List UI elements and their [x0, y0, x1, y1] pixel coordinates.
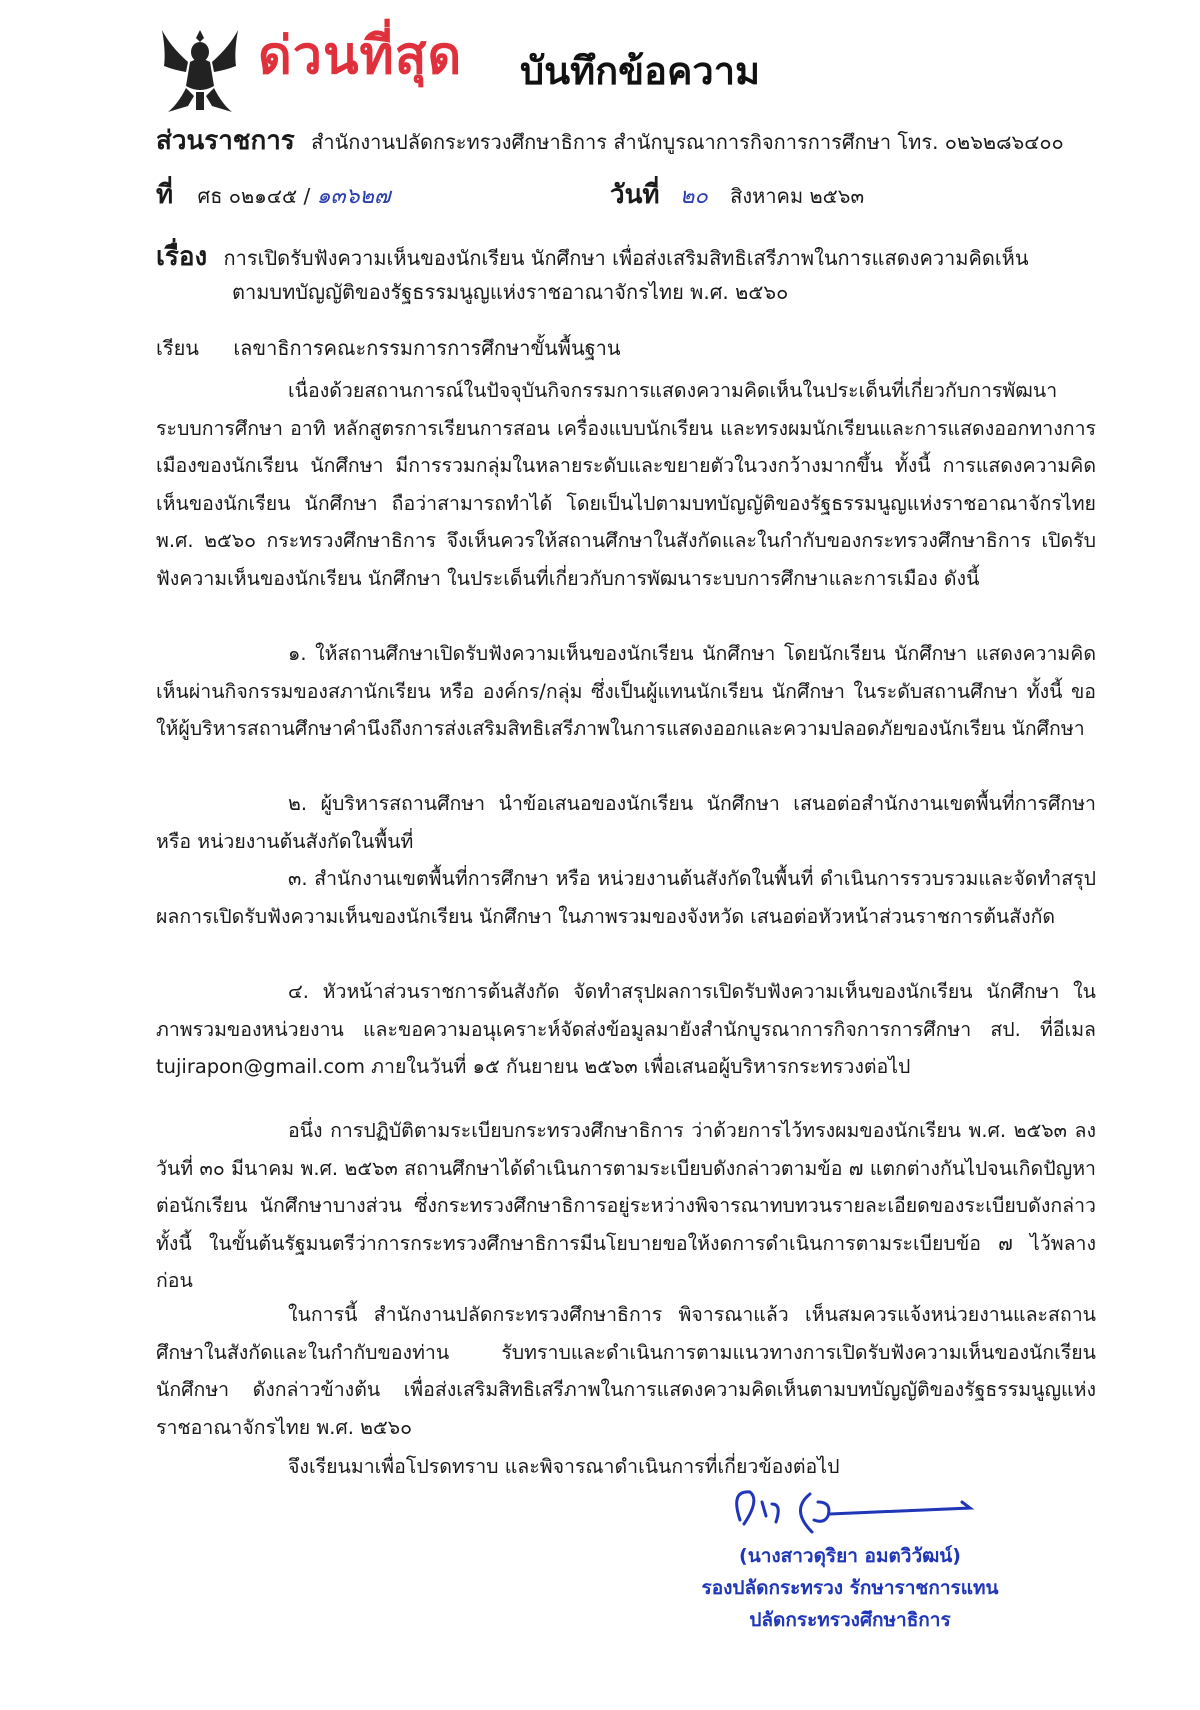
addressee-label: เรียน [156, 336, 199, 360]
signature-scribble-icon [660, 1480, 1040, 1540]
intro-paragraph: เนื่องด้วยสถานการณ์ในปัจจุบันกิจกรรมการแสดงความคิดเห็นในประเด็นที่เกี่ยวกับการพัฒนาระบบการศึกษา อาทิ หลักสูตรการเรียนการสอน เครื่องแบบนักเรียน และทรงผมนักเรียนและการแสดงออกทางการเมืองของนักเรียน นักศึกษา มีการรวมกลุ่มในหลายระดับและขยายตัวในวงกว้างมากขึ้น ทั้งนี้ การแสดงความคิดเห็นของนักเรียน นักศึกษา ถือว่าสามารถทำได้ โดยเป็นไปตามบทบัญญัติของรัฐธรรมนูญแห่งราชอาณาจักรไทย พ.ศ. ๒๕๖๐ กระทรวงศึกษาธิการ จึงเห็นควรให้สถานศึกษาในสังกัดและในกำกับของกระทรวงศึกษาธิการ เปิดรับฟังความเห็นของนักเรียน นักศึกษา ในประเด็นที่เกี่ยวกับการพัฒนาระบบการศึกษาและการเมือง ดังนี้ [156, 379, 1096, 590]
department-label: ส่วนราชการ [156, 126, 295, 156]
urgency-stamp: ด่วนที่สุด [258, 26, 463, 86]
date-day: ๒๐ [679, 184, 708, 209]
signer-position-2: ปลัดกระทรวงศึกษาธิการ [749, 1609, 951, 1631]
garuda-emblem-icon [158, 26, 242, 116]
memo-title: บันทึกข้อความ [520, 49, 761, 93]
closing-line: จึงเรียนมาเพื่อโปรดทราบ และพิจารณาดำเนินการที่เกี่ยวข้องต่อไป [288, 1455, 840, 1478]
reference-row [156, 180, 391, 211]
reference-label: ที่ [156, 180, 174, 210]
date-row [610, 180, 864, 211]
conclusion-paragraph: ในการนี้ สำนักงานปลัดกระทรวงศึกษาธิการ พิจารณาแล้ว เห็นสมควรแจ้งหน่วยงานและสถานศึกษาในสังกัดและในกำกับของท่าน รับทราบและดำเนินการตามแนวทางการเปิดรับฟังความเห็นของนักเรียน นักศึกษา ดังกล่าวข้างต้น เพื่อส่งเสริมสิทธิเสรีภาพในการแสดงความคิดเห็นตามบทบัญญัติของรัฐธรรมนูญแห่งราชอาณาจักรไทย พ.ศ. ๒๕๖๐ [156, 1303, 1096, 1439]
date-month-year: สิงหาคม ๒๕๖๓ [730, 184, 865, 208]
date-label: วันที่ [610, 180, 660, 210]
department-value: สำนักงานปลัดกระทรวงศึกษาธิการ สำนักบูรณาการกิจการการศึกษา โทร. ๐๒๖๒๘๖๔๐๐ [311, 130, 1064, 154]
addressee-row [156, 336, 621, 360]
signer-name: (นางสาวดุริยา อมตวิวัฒน์) [739, 1545, 961, 1567]
item-4: ๔. หัวหน้าส่วนราชการต้นสังกัด จัดทำสรุปผลการเปิดรับฟังความเห็นของนักเรียน นักศึกษา ในภาพรวมของหน่วยงาน และขอความอนุเคราะห์จัดส่งข้อมูลมายังสำนักบูรณาการกิจการการศึกษา สป. ที่อีเมล tujirapon@gmail.com ภายในวันที่ ๑๕ กันยายน ๒๕๖๓ เพื่อเสนอผู้บริหารกระทรวงต่อไป [156, 980, 1096, 1078]
item-1: ๑. ให้สถานศึกษาเปิดรับฟังความเห็นของนักเรียน นักศึกษา โดยนักเรียน นักศึกษา แสดงความคิดเห็นผ่านกิจกรรมของสภานักเรียน หรือ องค์กร/กลุ่ม ซึ่งเป็นผู้แทนนักเรียน นักศึกษา ในระดับสถานศึกษา ทั้งนี้ ขอให้ผู้บริหารสถานศึกษาคำนึงถึงการส่งเสริมสิทธิเสรีภาพในการแสดงออกและความปลอดภัยของนักเรียน นักศึกษา [156, 642, 1096, 740]
signer-position-1: รองปลัดกระทรวง รักษาราชการแทน [701, 1577, 999, 1599]
reference-prefix: ศธ ๐๒๑๔๕ / [197, 184, 311, 208]
signature-block [660, 1480, 1040, 1636]
department-row [156, 126, 1064, 157]
addressee-value: เลขาธิการคณะกรรมการการศึกษาขั้นพื้นฐาน [233, 336, 621, 360]
item-2: ๒. ผู้บริหารสถานศึกษา นำข้อเสนอของนักเรียน นักศึกษา เสนอต่อสำนักงานเขตพื้นที่การศึกษา หรือ หน่วยงานต้นสังกัดในพื้นที่ [156, 792, 1096, 853]
subject-line-2: ตามบทบัญญัติของรัฐธรรมนูญแห่งราชอาณาจักรไทย พ.ศ. ๒๕๖๐ [232, 280, 789, 304]
subject-row [156, 242, 1029, 273]
reference-number: ๑๓๖๒๗ [316, 184, 391, 209]
subject-label: เรื่อง [156, 242, 208, 272]
hair-regulation-paragraph: อนึ่ง การปฏิบัติตามระเบียบกระทรวงศึกษาธิการ ว่าด้วยการไว้ทรงผมของนักเรียน พ.ศ. ๒๕๖๓ ลงวันที่ ๓๐ มีนาคม พ.ศ. ๒๕๖๓ สถานศึกษาได้ดำเนินการตามระเบียบดังกล่าวตามข้อ ๗ แตกต่างกันไปจนเกิดปัญหาต่อนักเรียน นักศึกษาบางส่วน ซึ่งกระทรวงศึกษาธิการอยู่ระหว่างพิจารณาทบทวนรายละเอียดของระเบียบดังกล่าว ทั้งนี้ ในขั้นต้นรัฐมนตรีว่าการกระทรวงศึกษาธิการมีนโยบายขอให้งดการดำเนินการตามระเบียบข้อ ๗ ไว้พลางก่อน [156, 1119, 1096, 1292]
subject-line-1: การเปิดรับฟังความเห็นของนักเรียน นักศึกษา เพื่อส่งเสริมสิทธิเสรีภาพในการแสดงความคิดเห็น [223, 246, 1029, 270]
item-3: ๓. สำนักงานเขตพื้นที่การศึกษา หรือ หน่วยงานต้นสังกัดในพื้นที่ ดำเนินการรวบรวมและจัดทำสรุปผลการเปิดรับฟังความเห็นของนักเรียน นักศึกษา ในภาพรวมของจังหวัด เสนอต่อหัวหน้าส่วนราชการต้นสังกัด [156, 867, 1096, 928]
